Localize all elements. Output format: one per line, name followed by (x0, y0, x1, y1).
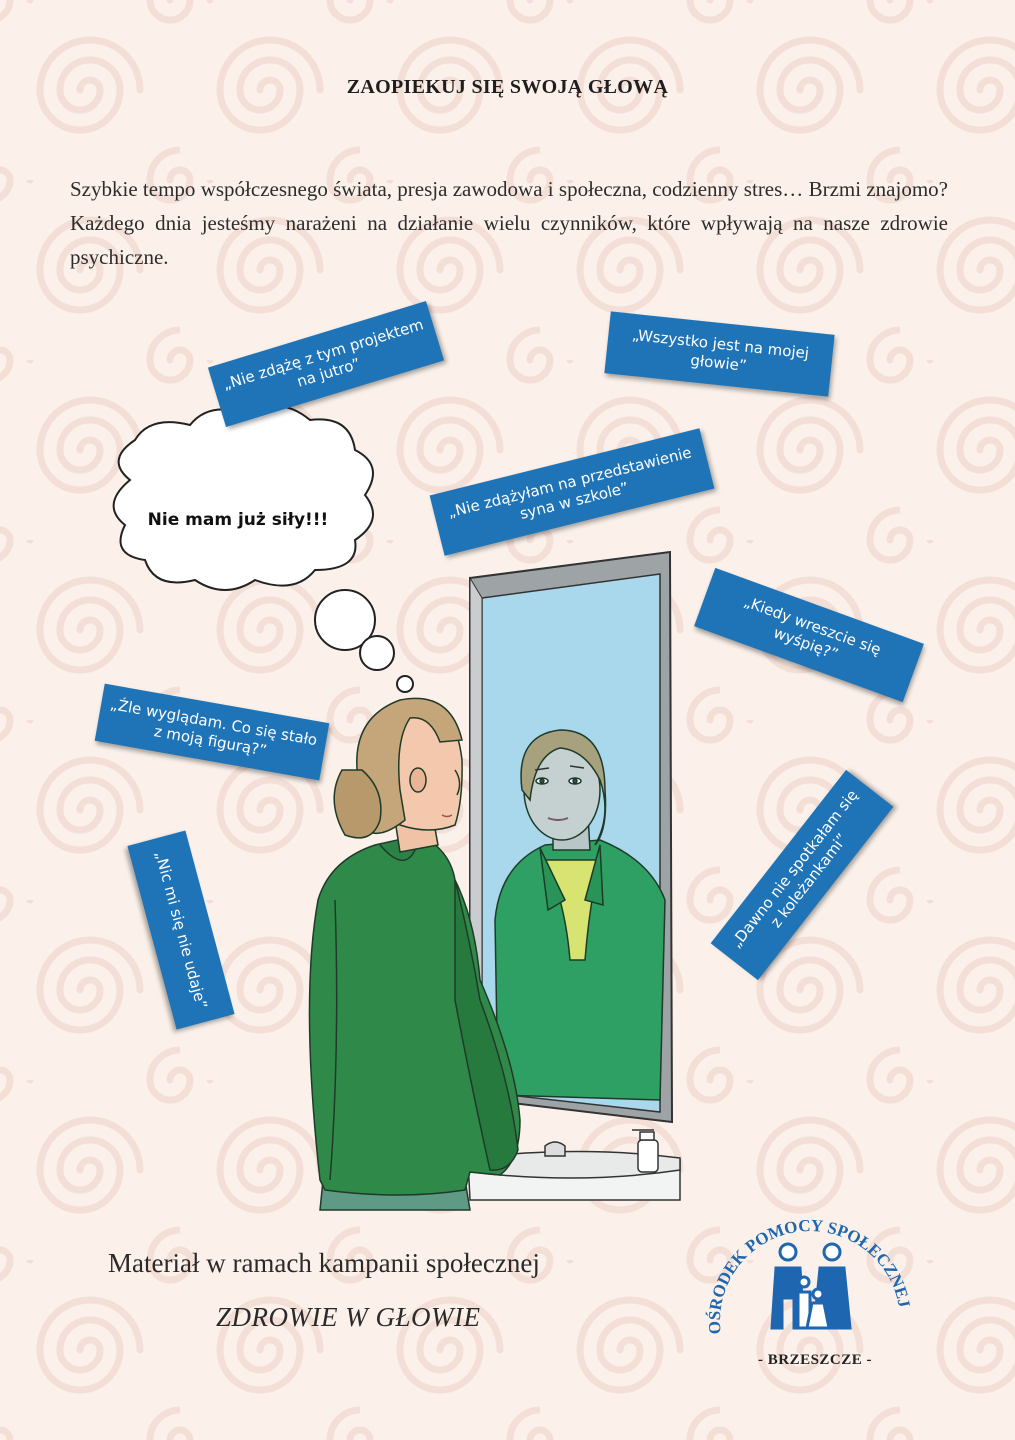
intro-paragraph: Szybkie tempo współczesnego świata, presja zawodowa i społeczna, codzienny stres… Brzmi znajomo? Każdego dnia jesteśmy narażeni na działanie wielu czynników, które wpływają na nasze zdrowie psychiczne. (70, 177, 948, 269)
thought-bubble (114, 406, 413, 692)
campaign-name: ZDROWIE W GŁOWIE (216, 1302, 481, 1332)
thought-text: Nie mam już siły!!! (147, 510, 329, 530)
campaign-caption: Materiał w ramach kampanii społecznej (108, 1248, 540, 1278)
quote-note: „Źle wyglądam. Co się stało z moją figurą?” (95, 684, 330, 781)
quote-note: „Wszystko jest na mojej głowie” (604, 311, 834, 396)
quote-note: „Nie zdążyłam na przedstawienie syna w szkole” (430, 428, 715, 555)
quote-note: „Nic mi się nie udaje” (127, 830, 234, 1029)
page-title: ZAOPIEKUJ SIĘ SWOJĄ GŁOWĄ (346, 76, 669, 98)
family-icon (772, 1244, 850, 1328)
quote-note: „Dawno nie spotkałam się z koleżankami” (711, 770, 894, 980)
quote-note: „Nie zdążę z tym projektem na jutro” (208, 301, 444, 427)
svg-text:OŚRODEK POMOCY SPOŁECZNEJ: OŚRODEK POMOCY SPOŁECZNEJ (704, 1215, 914, 1335)
logo-city: - BRZESZCZE - (757, 1352, 873, 1368)
quote-note: „Kiedy wreszcie się wyśpię?” (694, 568, 924, 702)
